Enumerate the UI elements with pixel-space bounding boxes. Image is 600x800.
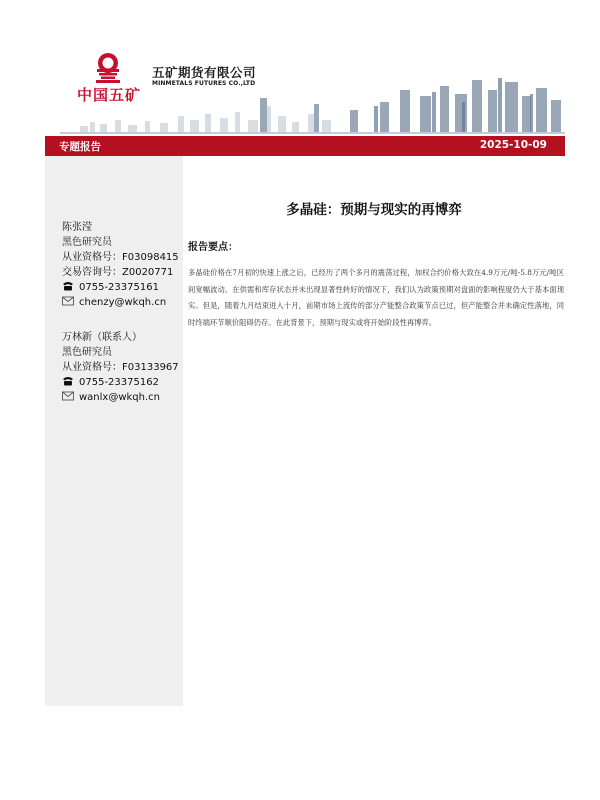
report-category: 专题报告 <box>59 141 101 153</box>
brand-cn: 中国五矿 <box>77 86 142 104</box>
phone-icon <box>62 281 74 291</box>
report-title: 多晶硅：预期与现实的再博弈 <box>286 202 462 218</box>
header-band <box>45 136 565 156</box>
author-license: 从业资格号：F03133967 <box>62 362 179 373</box>
mail-icon <box>62 296 74 306</box>
author-phone: 0755-23375162 <box>79 377 159 388</box>
author-email-row <box>62 295 179 310</box>
phone-icon <box>62 376 74 386</box>
summary-heading: 报告要点： <box>188 242 238 253</box>
author-email[interactable]: wanlx@wkqh.cn <box>79 392 161 403</box>
author-role: 黑色研究员 <box>62 347 112 358</box>
report-date: 2025-10-09 <box>479 139 547 151</box>
author-card <box>62 330 179 405</box>
author-license: 从业资格号：F03098415 <box>62 252 179 263</box>
company-name-en: MINMETALS FUTURES CO.,LTD <box>152 80 256 87</box>
author-phone-row <box>62 375 179 390</box>
author-email-row <box>62 390 179 405</box>
company-name-cn: 五矿期货有限公司 <box>152 65 257 80</box>
author-email[interactable]: chenzy@wkqh.cn <box>79 297 167 308</box>
author-name: 万林新（联系人） <box>62 332 142 343</box>
author-role: 黑色研究员 <box>62 237 112 248</box>
author-phone: 0755-23375161 <box>79 282 159 293</box>
author-card <box>62 220 179 310</box>
author-phone-row <box>62 280 179 295</box>
author-name: 陈张滢 <box>62 222 92 233</box>
summary-paragraph: 多晶硅价格在7月初的快速上涨之后，已经历了两个多月的震荡过程，加权合约价格大致在4.9万元/吨-5.8万元/吨区间宽幅波动。在供需和库存状态并未出现显著性转好的情况下，我们认为政策预期对盘面的影响程度仍大于基本面现实。但是，随着九月结束进入十月，前期市场上流传的部分产能整合政策节点已过，但产能整合并未确定性落地，同时终端环节顺价阻碍仍存。在此背景下，预期与现实或将开始阶段性再博弈。 <box>188 268 564 327</box>
city-skyline-illustration <box>60 76 565 134</box>
author-consult-number: 交易咨询号：Z0020771 <box>62 267 174 278</box>
mail-icon <box>62 391 74 401</box>
